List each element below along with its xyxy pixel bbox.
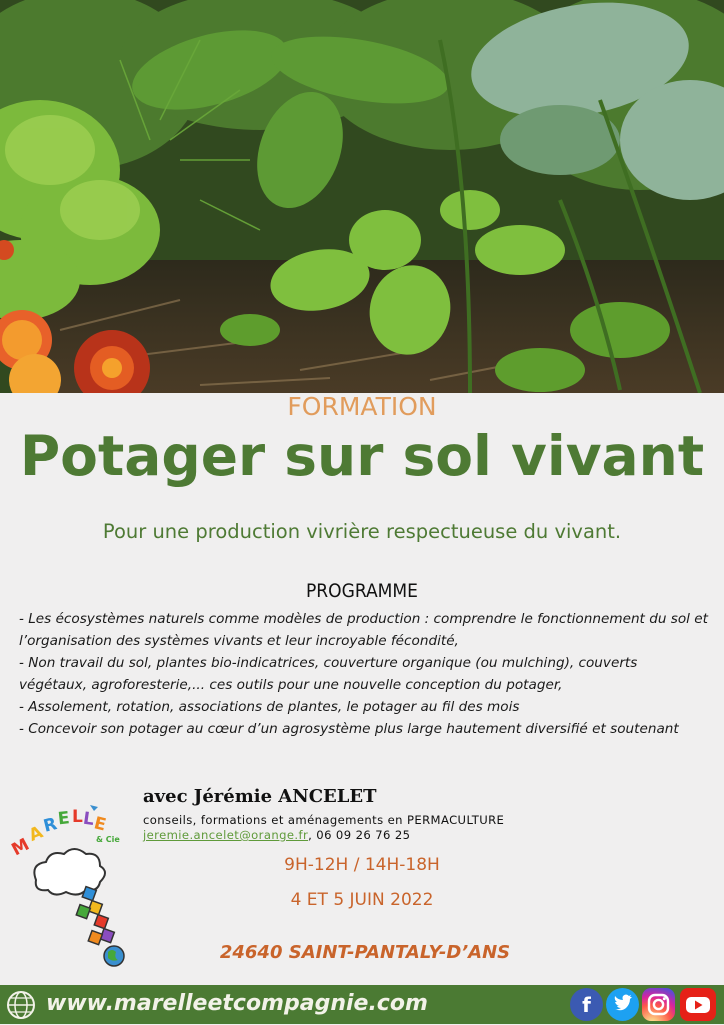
svg-text:E: E [91,813,109,836]
trainer-name: avec Jérémie ANCELET [143,786,377,807]
contact-separator: , [308,828,317,842]
page-title: Potager sur sol vivant [19,424,705,488]
globe-www-icon [6,990,36,1020]
program-item: - Les écosystèmes naturels comme modèles de production : comprendre le fonctionnement du sol et l’organisation des systèmes vivants et leur incroyable fécondité, [19,611,708,649]
schedule-hours: 9H-12H / 14H-18H [284,855,440,875]
program-item: - Concevoir son potager au cœur d’un agrosystème plus large hautement diversifié et soutenant [19,721,679,737]
instagram-icon[interactable] [642,988,675,1021]
program-item: - Assolement, rotation, associations de plantes, le potager au fil des mois [19,699,520,715]
location-text: 24640 SAINT-PANTALY-D’ANS [219,942,511,963]
email-link[interactable]: jeremie.ancelet@orange.fr [143,828,309,842]
page-subtitle: Pour une production vivrière respectueuse du vivant. [102,520,622,543]
website-link[interactable]: www.marelleetcompagnie.com [46,991,428,1016]
svg-text:A: A [26,822,46,846]
facebook-icon[interactable]: f [570,988,603,1021]
trainer-contact [143,828,410,842]
svg-text:L: L [81,808,96,831]
svg-text:E: E [56,808,71,830]
svg-text:& Cie: & Cie [96,835,120,844]
svg-text:R: R [41,814,60,837]
youtube-icon[interactable] [680,988,716,1021]
garden-photo-illustration [0,0,724,393]
garden-photo [0,0,724,393]
footer-bar [0,985,724,1024]
phone-number: 06 09 26 76 25 [316,828,411,842]
trainer-role: conseils, formations et aménagements en PERMACULTURE [143,813,505,827]
svg-text:M: M [8,834,33,861]
twitter-icon[interactable] [606,988,639,1021]
schedule-dates: 4 ET 5 JUIN 2022 [290,890,434,910]
program-item: - Non travail du sol, plantes bio-indicatrices, couverture organique (ou mulching), couverts végétaux, agroforesterie,... ces outils pour une nouvelle conception du potager, [19,655,638,693]
formation-label: FORMATION [287,392,437,421]
program-heading: PROGRAMME [306,580,418,602]
svg-text:L: L [72,807,83,827]
program-list [19,608,709,740]
